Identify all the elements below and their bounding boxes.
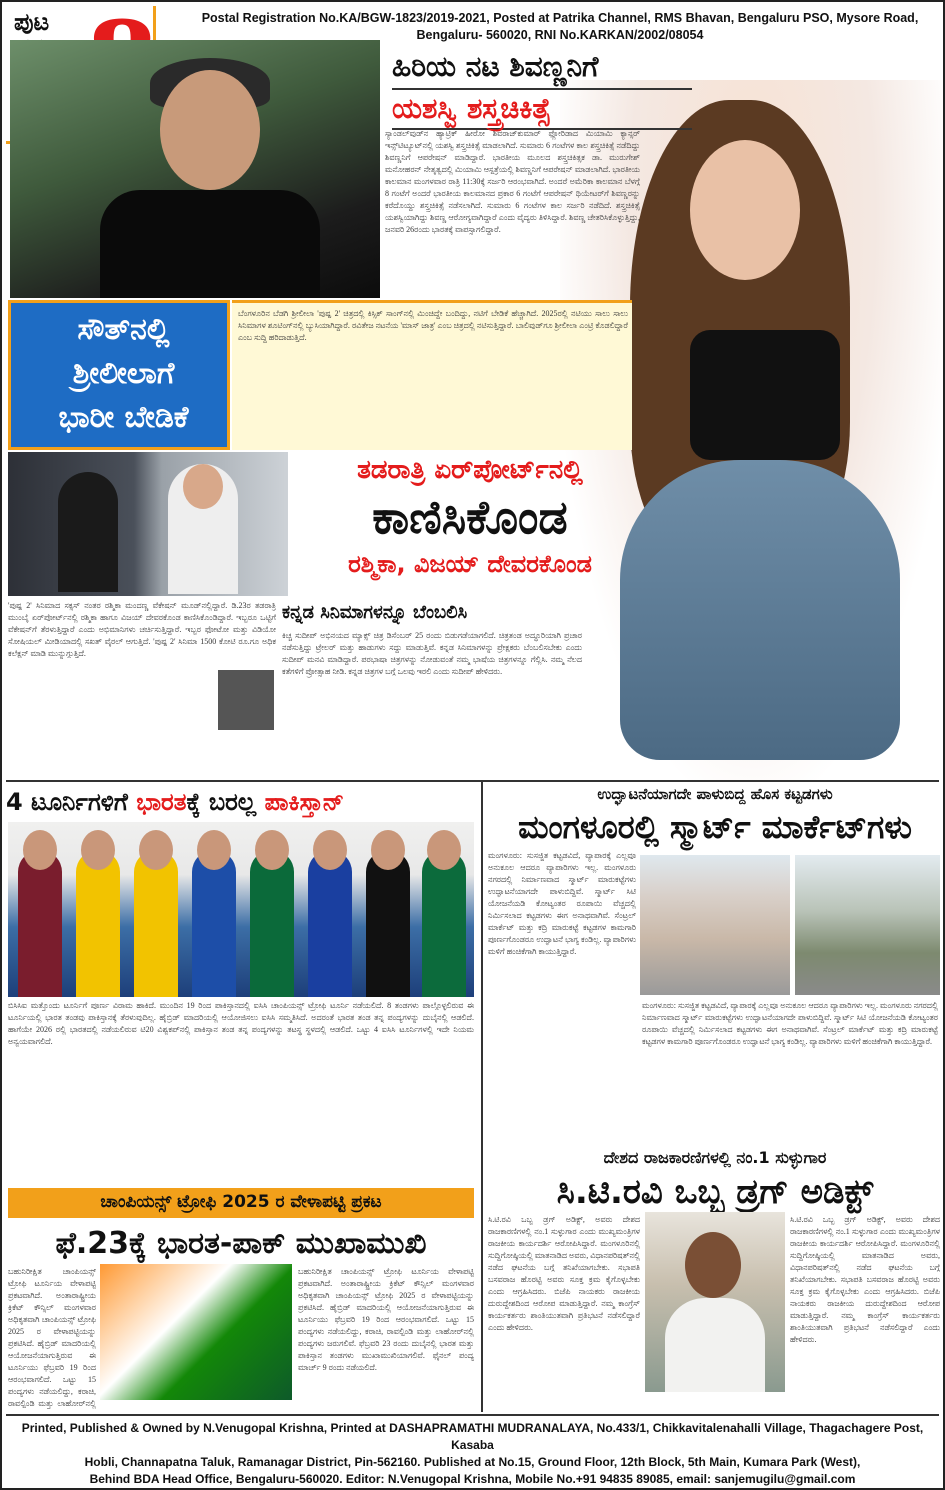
sreeleela-headline-2: ಶ್ರೀಲೀಲಾಗೆ: [72, 356, 175, 391]
sreeleela-headline-3: ಭಾರೀ ಬೇಡಿಕೆ: [58, 400, 189, 435]
footer-divider: [6, 1414, 939, 1416]
rashmika-article-body: 'ಪುಷ್ಪ 2' ಸಿನಿಮಾದ ಸಕ್ಸಸ್ ನಂತರ ರಶ್ಮಿಕಾ ಮಂದಣ್ಣ ವೆಕೇಷನ್ ಮೂಡ್‌ನಲ್ಲಿದ್ದಾರೆ. ಡಿ.23ರ ತಡರಾತ್ರಿ ಮುಂಬೈ ಏರ್‌ಪೋರ್ಟ್‌ನಲ್ಲಿ ರಶ್ಮಿಕಾ ಹಾಗೂ ವಿಜಯ್ ದೇವರಕೊಂಡ ಕಾಣಿಸಿಕೊಂಡಿದ್ದಾರೆ. ಇಬ್ಬರೂ ಒಟ್ಟಿಗೆ ವೆಕೇಷನ್‌ಗೆ ತೆರಳುತ್ತಿದ್ದಾರೆ ಎಂದು ಅಭಿಮಾನಿಗಳು ಚರ್ಚಿಸುತ್ತಿದ್ದಾರೆ. ಇಬ್ಬರ ಫೋಟೋ ಮತ್ತು ವಿಡಿಯೋ ಸೋಷಿಯಲ್ ಮೀಡಿಯಾದಲ್ಲಿ ಸಖತ್ ವೈರಲ್ ಆಗುತ್ತಿದೆ. 'ಪುಷ್ಪ 2' ಸಿನಿಮಾ 1500 ಕೋಟಿ ರೂ.ಗೂ ಅಧಿಕ ಕಲೆಕ್ಷನ್ ಮಾಡಿ ಮುನ್ನುಗ್ಗುತ್ತಿದೆ.: [8, 601, 276, 658]
schedule-banner-text: ಚಾಂಪಿಯನ್ಸ್ ಟ್ರೋಫಿ 2025 ರ ವೇಳಾಪಟ್ಟಿ ಪ್ರಕಟ: [100, 1192, 382, 1212]
shivanna-headline-2: ಯಶಸ್ವಿ ಶಸ್ತ್ರಚಿಕಿತ್ಸೆ: [392, 88, 692, 130]
sreeleela-headline-1: ಸೌತ್‌ನಲ್ಲಿ: [77, 312, 170, 347]
imprint-footer: [10, 1420, 935, 1488]
cricket-headline-b: ಭಾರತ: [136, 788, 187, 816]
market-building-photo-1: [640, 855, 790, 995]
mangaluru-article-body: ಮಂಗಳೂರು: ಸುಸಜ್ಜಿತ ಕಟ್ಟಡವಿದೆ, ವ್ಯಾಪಾರಕ್ಕೆ ಎಲ್ಲವೂ ಅನುಕೂಲ ಆದರೂ ವ್ಯಾಪಾರಿಗಳು ಇಲ್ಲ. ಮಂಗಳೂರು ನಗರದಲ್ಲಿ ನಿರ್ಮಾಣವಾದ ಸ್ಮಾರ್ಟ್ ಮಾರುಕಟ್ಟೆಗಳು ಉದ್ಘಾಟನೆಯಾಗದೇ ಪಾಳುಬಿದ್ದಿವೆ. ಸ್ಮಾರ್ಟ್ ಸಿಟಿ ಯೋಜನೆಯಡಿ ಕೋಟ್ಯಂತರ ರೂಪಾಯಿ ವೆಚ್ಚದಲ್ಲಿ ನಿರ್ಮಿಸಲಾದ ಕಟ್ಟಡಗಳು ಈಗ ಅನಾಥವಾಗಿವೆ. ಸೆಂಟ್ರಲ್ ಮಾರ್ಕೆಟ್ ಮತ್ತು ಕದ್ರಿ ಮಾರುಕಟ್ಟೆ ಕಟ್ಟಡಗಳ ಕಾಮಗಾರಿ ಪೂರ್ಣಗೊಂಡರೂ ಉದ್ಘಾಟನೆ ಭಾಗ್ಯ ಕಂಡಿಲ್ಲ. ವ್ಯಾಪಾರಿಗಳು ಮಳಿಗೆ ಹಂಚಿಕೆಗಾಗಿ ಕಾಯುತ್ತಿದ್ದಾರೆ.: [488, 851, 636, 956]
schedule-article-body: ಬಹುನಿರೀಕ್ಷಿತ ಚಾಂಪಿಯನ್ಸ್ ಟ್ರೋಫಿ ಟೂರ್ನಿಯ ವೇಳಾಪಟ್ಟಿ ಪ್ರಕಟವಾಗಿದೆ. ಅಂತಾರಾಷ್ಟ್ರೀಯ ಕ್ರಿಕೆಟ್ ಕೌನ್ಸಿಲ್ ಮಂಗಳವಾರ ಅಧಿಕೃತವಾಗಿ ಚಾಂಪಿಯನ್ಸ್ ಟ್ರೋಫಿ 2025 ರ ವೇಳಾಪಟ್ಟಿಯನ್ನು ಪ್ರಕಟಿಸಿದೆ. ಹೈಬ್ರಿಡ್ ಮಾದರಿಯಲ್ಲಿ ಆಯೋಜನೆಯಾಗುತ್ತಿರುವ ಈ ಟೂರ್ನಿಯು ಫೆಬ್ರವರಿ 19 ರಿಂದ ಆರಂಭವಾಗಲಿದೆ. ಒಟ್ಟು 15 ಪಂದ್ಯಗಳು ನಡೆಯಲಿದ್ದು, ಕರಾಚಿ, ರಾವಲ್ಪಿಂಡಿ ಮತ್ತು ಲಾಹೋರ್‌ನಲ್ಲಿ: [8, 1267, 96, 1408]
schedule-banner: [8, 1188, 474, 1218]
cricket-headline-d: ಪಾಕಿಸ್ತಾನ್: [264, 788, 345, 816]
sreeleela-article-body: ಬೆಂಗಳೂರಿನ ಬೆಡಗಿ ಶ್ರೀಲೀಲಾ 'ಪುಷ್ಪ 2' ಚಿತ್ರದಲ್ಲಿ ಕಿಸ್ಸಿಕ್ ಸಾಂಗ್‌ನಲ್ಲಿ ಮಿಂಚಿದ್ದೇ ಬಂದಿದ್ದು, ನಟಿಗೆ ಬೇಡಿಕೆ ಹೆಚ್ಚಾಗಿದೆ. 2025ರಲ್ಲಿ ನಟಿಯು ಸಾಲು ಸಾಲು ಸಿನಿಮಾಗಳ ಶೂಟಿಂಗ್‌ನಲ್ಲಿ ಬ್ಯುಸಿಯಾಗಿದ್ದಾರೆ. ರವಿತೇಜ ನಟನೆಯ 'ಮಾಸ್ ಜಾತ್ರ' ಎಂಬ ಚಿತ್ರದಲ್ಲಿ ನಟಿಸುತ್ತಿದ್ದಾರೆ. ಬಾಲಿವುಡ್‌ಗೂ ಶ್ರೀಲೀಲಾ ಎಂಟ್ರಿ ಕೊಡಲಿದ್ದಾರೆ ಎಂಬ ಸುದ್ದಿ ಹರಿದಾಡುತ್ತಿದೆ.: [238, 309, 628, 342]
cricket-captains-photo: [8, 822, 474, 997]
cricket-headline: [6, 788, 476, 816]
mangaluru-headline: ಮಂಗಳೂರಲ್ಲಿ ಸ್ಮಾರ್ಟ್ ಮಾರ್ಕೆಟ್‌ಗಳು: [518, 808, 912, 846]
postal-registration: [180, 10, 940, 44]
postal-line-2: Bengaluru- 560020, RNI No.KARKAN/2002/08054: [416, 28, 704, 42]
rashmika-headline-1: ತಡರಾತ್ರಿ ಏರ್‌ಪೋರ್ಟ್‌ನಲ್ಲಿ: [357, 455, 583, 485]
shivanna-headline-1: ಹಿರಿಯ ನಟ ಶಿವಣ್ಣನಿಗೆ: [392, 50, 599, 83]
shivarajkumar-photo: [10, 40, 380, 298]
rashmika-headline-2: ಕಾಣಿಸಿಕೊಂಡ: [372, 490, 568, 544]
cricket-headline-c: ಕ್ಕೆ ಬರಲ್ಲ: [186, 788, 265, 816]
sudeep-photo: [218, 670, 274, 730]
section-divider: [6, 780, 939, 782]
market-building-photo-2: [795, 855, 940, 995]
india-pakistan-fans-photo: [100, 1264, 292, 1400]
page-label: ಪುಟ: [14, 8, 50, 36]
ctravi-article-body: ಸಿ.ಟಿ.ರವಿ ಒಬ್ಬ ಡ್ರಗ್ ಅಡಿಕ್ಟ್, ಅವರು ದೇಶದ ರಾಜಕಾರಣಿಗಳಲ್ಲಿ ನಂ.1 ಸುಳ್ಳುಗಾರ ಎಂದು ಮುಖ್ಯಮಂತ್ರಿಗಳ ರಾಜಕೀಯ ಕಾರ್ಯದರ್ಶಿ ಆರೋಪಿಸಿದ್ದಾರೆ. ಮಂಗಳೂರಿನಲ್ಲಿ ಸುದ್ದಿಗೋಷ್ಠಿಯಲ್ಲಿ ಮಾತನಾಡಿದ ಅವರು, ವಿಧಾನಪರಿಷತ್‌ನಲ್ಲಿ ನಡೆದ ಘಟನೆಯ ಬಗ್ಗೆ ತನಿಖೆಯಾಗಬೇಕು. ಸಭಾಪತಿ ಬಸವರಾಜ ಹೊರಟ್ಟಿ ಅವರು ಸೂಕ್ತ ಕ್ರಮ ಕೈಗೊಳ್ಳಬೇಕು ಎಂದು ಆಗ್ರಹಿಸಿದರು. ಬಿಜೆಪಿ ನಾಯಕರು ರಾಜಕೀಯ ದುರುದ್ದೇಶದಿಂದ ಆರೋಪ ಮಾಡುತ್ತಿದ್ದಾರೆ. ನಮ್ಮ ಕಾಂಗ್ರೆಸ್ ಕಾರ್ಯಕರ್ತರು ಶಾಂತಿಯುತವಾಗಿ ಪ್ರತಿಭಟನೆ ನಡೆಸಲಿದ್ದಾರೆ ಎಂದು ಹೇಳಿದರು.: [488, 1215, 640, 1332]
rashmika-vijay-photo: [8, 452, 288, 596]
ctravi-article-body-cont: ಸಿ.ಟಿ.ರವಿ ಒಬ್ಬ ಡ್ರಗ್ ಅಡಿಕ್ಟ್, ಅವರು ದೇಶದ ರಾಜಕಾರಣಿಗಳಲ್ಲಿ ನಂ.1 ಸುಳ್ಳುಗಾರ ಎಂದು ಮುಖ್ಯಮಂತ್ರಿಗಳ ರಾಜಕೀಯ ಕಾರ್ಯದರ್ಶಿ ಆರೋಪಿಸಿದ್ದಾರೆ. ಮಂಗಳೂರಿನಲ್ಲಿ ಸುದ್ದಿಗೋಷ್ಠಿಯಲ್ಲಿ ಮಾತನಾಡಿದ ಅವರು, ವಿಧಾನಪರಿಷತ್‌ನಲ್ಲಿ ನಡೆದ ಘಟನೆಯ ಬಗ್ಗೆ ತನಿಖೆಯಾಗಬೇಕು. ಸಭಾಪತಿ ಬಸವರಾಜ ಹೊರಟ್ಟಿ ಅವರು ಸೂಕ್ತ ಕ್ರಮ ಕೈಗೊಳ್ಳಬೇಕು ಎಂದು ಆಗ್ರಹಿಸಿದರು. ಬಿಜೆಪಿ ನಾಯಕರು ರಾಜಕೀಯ ದುರುದ್ದೇಶದಿಂದ ಆರೋಪ ಮಾಡುತ್ತಿದ್ದಾರೆ. ನಮ್ಮ ಕಾಂಗ್ರೆಸ್ ಕಾರ್ಯಕರ್ತರು ಶಾಂತಿಯುತವಾಗಿ ಪ್ರತಿಭಟನೆ ನಡೆಸಲಿದ್ದಾರೆ ಎಂದು ಹೇಳಿದರು.: [790, 1215, 940, 1344]
cricket-headline-a: 4 ಟೂರ್ನಿಗಳಿಗೆ: [6, 788, 137, 816]
sudeep-article-body: ಕಿಚ್ಚ ಸುದೀಪ್ ಅಭಿನಯದ ಮ್ಯಾಕ್ಸ್ ಚಿತ್ರ ಡಿಸೆಂಬರ್ 25 ರಂದು ಬಿಡುಗಡೆಯಾಗಲಿದೆ. ಚಿತ್ರತಂಡ ಅದ್ಧೂರಿಯಾಗಿ ಪ್ರಚಾರ ನಡೆಸುತ್ತಿದ್ದು ಟ್ರೇಲರ್ ಮತ್ತು ಹಾಡುಗಳು ಸದ್ದು ಮಾಡುತ್ತಿವೆ. ಕನ್ನಡ ಸಿನಿಮಾಗಳನ್ನು ಪ್ರೇಕ್ಷಕರು ಬೆಂಬಲಿಸಬೇಕು ಎಂದು ಸುದೀಪ್ ಮನವಿ ಮಾಡಿದ್ದಾರೆ. ಪರಭಾಷಾ ಚಿತ್ರಗಳನ್ನು ನೋಡುವಂತೆ ನಮ್ಮ ಭಾಷೆಯ ಚಿತ್ರಗಳನ್ನೂ ಗೆಲ್ಲಿಸಿ. ನಮ್ಮ ನೆಲದ ಕತೆಗಳಿಗೆ ಪ್ರೋತ್ಸಾಹ ನೀಡಿ. ಕನ್ನಡ ಚಿತ್ರಗಳ ಬಗ್ಗೆ ಒಲವು ಇರಲಿ ಎಂದು ಸುದೀಪ್ ಹೇಳಿದರು.: [282, 631, 582, 676]
schedule-headline: ಫೆ.23ಕ್ಕೆ ಭಾರತ-ಪಾಕ್ ಮುಖಾಮುಖಿ: [55, 1226, 427, 1261]
imprint-line-2: Hobli, Channapatna Taluk, Ramanagar District, Pin-562160. Published at No.15, Ground Floor, 12th Block, 5th Main, Kumara Park (West),: [84, 1455, 861, 1469]
schedule-article-body-cont: ಬಹುನಿರೀಕ್ಷಿತ ಚಾಂಪಿಯನ್ಸ್ ಟ್ರೋಫಿ ಟೂರ್ನಿಯ ವೇಳಾಪಟ್ಟಿ ಪ್ರಕಟವಾಗಿದೆ. ಅಂತಾರಾಷ್ಟ್ರೀಯ ಕ್ರಿಕೆಟ್ ಕೌನ್ಸಿಲ್ ಮಂಗಳವಾರ ಅಧಿಕೃತವಾಗಿ ಚಾಂಪಿಯನ್ಸ್ ಟ್ರೋಫಿ 2025 ರ ವೇಳಾಪಟ್ಟಿಯನ್ನು ಪ್ರಕಟಿಸಿದೆ. ಹೈಬ್ರಿಡ್ ಮಾದರಿಯಲ್ಲಿ ಆಯೋಜನೆಯಾಗುತ್ತಿರುವ ಈ ಟೂರ್ನಿಯು ಫೆಬ್ರವರಿ 19 ರಿಂದ ಆರಂಭವಾಗಲಿದೆ. ಒಟ್ಟು 15 ಪಂದ್ಯಗಳು ನಡೆಯಲಿದ್ದು, ಕರಾಚಿ, ರಾವಲ್ಪಿಂಡಿ ಮತ್ತು ಲಾಹೋರ್‌ನಲ್ಲಿ ಪಂದ್ಯಗಳು ಜರುಗಲಿವೆ. ಫೆಬ್ರವರಿ 23 ರಂದು ದುಬೈನಲ್ಲಿ ಭಾರತ ಮತ್ತು ಪಾಕಿಸ್ತಾನ ತಂಡಗಳು ಮುಖಾಮುಖಿಯಾಗಲಿವೆ. ಫೈನಲ್ ಪಂದ್ಯ ಮಾರ್ಚ್ 9 ರಂದು ನಡೆಯಲಿದೆ.: [298, 1267, 474, 1372]
column-divider: [481, 782, 483, 1412]
cricket-article-body: ಬಿಸಿಸಿಐ ಮತ್ತೊಂದು ಟೂರ್ನಿಗೆ ಪೂರ್ಣ ವಿರಾಮ ಹಾಕಿದೆ. ಮುಂದಿನ 19 ರಿಂದ ಪಾಕಿಸ್ತಾನದಲ್ಲಿ ಐಸಿಸಿ ಚಾಂಪಿಯನ್ಸ್ ಟ್ರೋಫಿ ಟೂರ್ನಿ ನಡೆಯಲಿದೆ. 8 ತಂಡಗಳು ಪಾಲ್ಗೊಳ್ಳಲಿರುವ ಈ ಟೂರ್ನಿಯಲ್ಲಿ ಭಾರತ ತಂಡವು ಪಾಕಿಸ್ತಾನಕ್ಕೆ ತೆರಳುವುದಿಲ್ಲ. ಹೈಬ್ರಿಡ್ ಮಾದರಿಯಲ್ಲಿ ಆಯೋಜಿಸಲು ಐಸಿಸಿ ಸಮ್ಮತಿಸಿದೆ. ಅದರಂತೆ ಭಾರತ ತಂಡ ತನ್ನ ಪಂದ್ಯಗಳನ್ನು ದುಬೈನಲ್ಲಿ ಆಡಲಿದೆ. ಹಾಗೆಯೇ 2026 ರಲ್ಲಿ ಭಾರತದಲ್ಲಿ ನಡೆಯಲಿರುವ ಟಿ20 ವಿಶ್ವಕಪ್‌ನಲ್ಲಿ ಪಾಕಿಸ್ತಾನ ತಂಡ ತನ್ನ ಪಂದ್ಯಗಳನ್ನು ತಟಸ್ಥ ಸ್ಥಳದಲ್ಲಿ ಆಡಲಿದೆ. ಒಟ್ಟು 4 ಐಸಿಸಿ ಟೂರ್ನಿಗಳಲ್ಲಿ ಇದೇ ನಿಯಮ ಅನ್ವಯವಾಗಲಿದೆ.: [8, 1001, 474, 1046]
ctravi-headline: ಸಿ.ಟಿ.ರವಿ ಒಬ್ಬ ಡ್ರಗ್ ಅಡಿಕ್ಟ್: [556, 1172, 874, 1212]
ctravi-kicker: ದೇಶದ ರಾಜಕಾರಣಿಗಳಲ್ಲಿ ನಂ.1 ಸುಳ್ಳುಗಾರ: [603, 1148, 827, 1167]
postal-line-1: Postal Registration No.KA/BGW-1823/2019-2021, Posted at Patrika Channel, RMS Bhavan, Bengaluru PSO, Mysore Road,: [201, 11, 919, 25]
imprint-line-1: Printed, Published & Owned by N.Venugopal Krishna, Printed at DASHAPRAMATHI MUDRANALAYA, No.433/1, Chikkavitalenahalli Village, Thagachagere Post, Kasaba: [21, 1421, 924, 1452]
mangaluru-kicker: ಉದ್ಘಾಟನೆಯಾಗದೇ ಪಾಳುಬಿದ್ದ ಹೊಸ ಕಟ್ಟಡಗಳು: [597, 785, 833, 803]
shivanna-article-body: ಸ್ಯಾಂಡಲ್‌ವುಡ್‌ನ ಹ್ಯಾಟ್ರಿಕ್ ಹೀರೋ ಶಿವರಾಜ್‌ಕುಮಾರ್ ಫ್ಲೋರಿಡಾದ ಮಿಯಾಮಿ ಕ್ಯಾನ್ಸರ್ ಇನ್ಸ್‌ಟಿಟ್ಯೂಟ್‌ನಲ್ಲಿ ಯಶಸ್ವಿ ಶಸ್ತ್ರಚಿಕಿತ್ಸೆ ಮಾಡಲಾಗಿದೆ. ಸುಮಾರು 6 ಗಂಟೆಗಳ ಕಾಲ ಶಸ್ತ್ರಚಿಕಿತ್ಸೆ ನಡೆದಿದ್ದು ಶಿವಣ್ಣನಿಗೆ ಆಪರೇಷನ್ ಮಾಡಿದ್ದಾರೆ. ಭಾರತೀಯ ಮೂಲದ ಶಸ್ತ್ರಚಿಕಿತ್ಸಕ ಡಾ. ಮುರುಗೇಶ್ ಮನೋಹರನ್ ನೇತೃತ್ವದಲ್ಲಿ ಮಿಯಾಮಿ ಆಸ್ಪತ್ರೆಯಲ್ಲಿ ಶಿವಣ್ಣನಿಗೆ ಆಪರೇಷನ್ ಮಾಡಲಾಗಿದೆ. ಭಾರತೀಯ ಕಾಲಮಾನ ಮಂಗಳವಾರ ರಾತ್ರಿ 11:30ಕ್ಕೆ ಸರ್ಜರಿ ಆರಂಭವಾಗಿದೆ. ಅಂದರೆ ಅಮೆರಿಕಾ ಕಾಲಮಾನ ಬೆಳಗ್ಗೆ 8 ಗಂಟೆಗೆ ಅಂದರೆ ಭಾರತೀಯ ಕಾಲಮಾನದ ಪ್ರಕಾರ 6 ಗಂಟೆಗೆ ಆಪರೇಷನ್ ಥಿಯೇಟರ್‌ಗೆ ಶಿವಣ್ಣರನ್ನು ಕರೆದೊಯ್ದು ಶಸ್ತ್ರಚಿಕಿತ್ಸೆ ನಡೆಸಲಾಗಿದೆ. ಸುಮಾರು 6 ಗಂಟೆಗಳ ಕಾಲ ಸರ್ಜರಿ ನಡೆದಿದೆ. ಶಸ್ತ್ರಚಿಕಿತ್ಸೆ ಯಶಸ್ವಿಯಾಗಿದ್ದು ಶಿವಣ್ಣ ಆರೋಗ್ಯವಾಗಿದ್ದಾರೆ ಎಂದು ವೈದ್ಯರು ತಿಳಿಸಿದ್ದಾರೆ. ಶಿವಣ್ಣ ಚೇತರಿಸಿಕೊಳ್ಳುತ್ತಿದ್ದು, ಜನವರಿ 26ರಂದು ಭಾರತಕ್ಕೆ ವಾಪಸ್ಸಾಗಲಿದ್ದಾರೆ.: [385, 129, 640, 234]
sudeep-headline: ಕನ್ನಡ ಸಿನಿಮಾಗಳನ್ನೂ ಬೆಂಬಲಿಸಿ: [282, 602, 468, 623]
mangaluru-article-body-cont: ಮಂಗಳೂರು: ಸುಸಜ್ಜಿತ ಕಟ್ಟಡವಿದೆ, ವ್ಯಾಪಾರಕ್ಕೆ ಎಲ್ಲವೂ ಅನುಕೂಲ ಆದರೂ ವ್ಯಾಪಾರಿಗಳು ಇಲ್ಲ. ಮಂಗಳೂರು ನಗರದಲ್ಲಿ ನಿರ್ಮಾಣವಾದ ಸ್ಮಾರ್ಟ್ ಮಾರುಕಟ್ಟೆಗಳು ಉದ್ಘಾಟನೆಯಾಗದೇ ಪಾಳುಬಿದ್ದಿವೆ. ಸ್ಮಾರ್ಟ್ ಸಿಟಿ ಯೋಜನೆಯಡಿ ಕೋಟ್ಯಂತರ ರೂಪಾಯಿ ವೆಚ್ಚದಲ್ಲಿ ನಿರ್ಮಿಸಲಾದ ಕಟ್ಟಡಗಳು ಈಗ ಅನಾಥವಾಗಿವೆ. ಸೆಂಟ್ರಲ್ ಮಾರ್ಕೆಟ್ ಮತ್ತು ಕದ್ರಿ ಮಾರುಕಟ್ಟೆ ಕಟ್ಟಡಗಳ ಕಾಮಗಾರಿ ಪೂರ್ಣಗೊಂಡರೂ ಉದ್ಘಾಟನೆ ಭಾಗ್ಯ ಕಂಡಿಲ್ಲ. ವ್ಯಾಪಾರಿಗಳು ಮಳಿಗೆ ಹಂಚಿಕೆಗಾಗಿ ಕಾಯುತ್ತಿದ್ದಾರೆ.: [642, 1001, 938, 1046]
rashmika-headline-3: ರಶ್ಮಿಕಾ, ವಿಜಯ್ ದೇವರಕೊಂಡ: [348, 550, 592, 578]
ctravi-speaker-photo: [645, 1212, 785, 1392]
imprint-line-3: Behind BDA Head Office, Bengaluru-560020. Editor: N.Venugopal Krishna, Mobile No.+91 94835 89085, email: sanjemugilu@gmail.com: [89, 1472, 856, 1486]
sreeleela-headline-box: [8, 300, 230, 450]
